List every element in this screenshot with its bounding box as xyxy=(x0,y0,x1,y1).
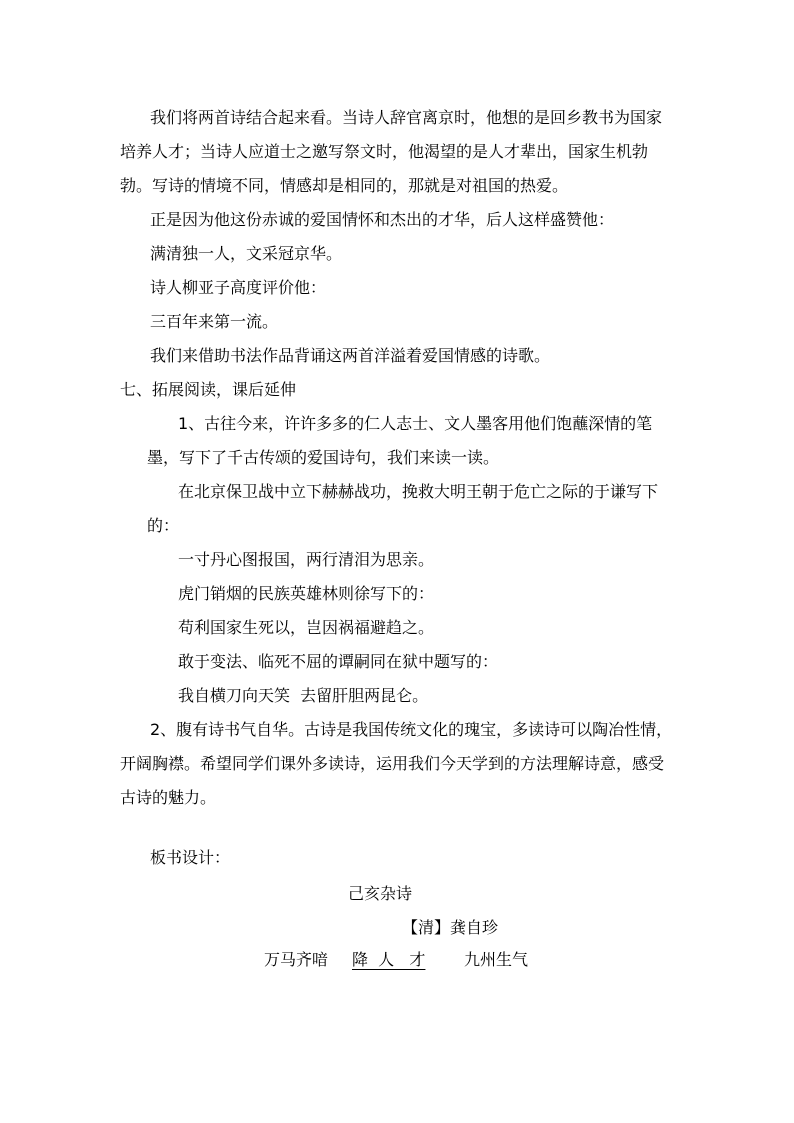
paragraph-line: 正是因为他这份赤诚的爱国情怀和杰出的才华，后人这样盛赞他： xyxy=(150,210,615,229)
poem-quote: 一寸丹心图报国，两行清泪为思亲。 xyxy=(178,550,435,569)
list-item-line: 敢于变法、临死不屈的谭嗣同在狱中题写的： xyxy=(178,652,499,671)
list-item-line: 开阔胸襟。希望同学们课外多读诗，运用我们今天学到的方法理解诗意，感受 xyxy=(120,754,665,773)
poem-quote: 苟利国家生死以，岂因祸福避趋之。 xyxy=(178,618,435,637)
section-heading: 七、拓展阅读，课后延伸 xyxy=(120,380,297,399)
board-phrase-left: 万马齐喑 xyxy=(264,950,329,969)
list-item-line: 的： xyxy=(147,516,180,535)
poem-quote: 我自横刀向天笑 去留肝胆两昆仑。 xyxy=(178,686,429,705)
board-phrase-middle: 降 人 才 xyxy=(352,950,426,969)
list-item-line: 古诗的魅力。 xyxy=(120,788,217,807)
list-item-line: 1、古往今来，许许多多的仁人志士、文人墨客用他们饱蘸深情的笔 xyxy=(178,414,653,433)
paragraph-line: 勃。写诗的情境不同，情感却是相同的，那就是对祖国的热爱。 xyxy=(120,176,569,195)
list-item-line: 虎门销烟的民族英雄林则徐写下的： xyxy=(178,584,435,603)
board-design-label: 板书设计： xyxy=(150,848,231,867)
board-poem-title: 己亥杂诗 xyxy=(347,884,412,903)
praise-quote: 三百年来第一流。 xyxy=(150,312,279,331)
paragraph-line: 诗人柳亚子高度评价他： xyxy=(150,278,327,297)
list-item-line: 在北京保卫战中立下赫赫战功，挽救大明王朝于危亡之际的于谦写下 xyxy=(178,482,659,501)
paragraph-line: 培养人才；当诗人应道士之邀写祭文时，他渴望的是人才辈出，国家生机勃 xyxy=(120,142,649,161)
paragraph-line: 我们来借助书法作品背诵这两首洋溢着爱国情感的诗歌。 xyxy=(150,346,551,365)
list-item-line: 墨，写下了千古传颂的爱国诗句，我们来读一读。 xyxy=(147,448,500,467)
paragraph-line: 我们将两首诗结合起来看。当诗人辞官离京时，他想的是回乡教书为国家 xyxy=(150,108,663,127)
praise-quote: 满清独一人，文采冠京华。 xyxy=(150,244,343,263)
list-item-line: 2、腹有诗书气自华。古诗是我国传统文化的瑰宝，多读诗可以陶冶性情， xyxy=(150,720,673,739)
board-author: 【清】龚自珍 xyxy=(402,918,499,937)
board-phrase-right: 九州生气 xyxy=(464,950,529,969)
